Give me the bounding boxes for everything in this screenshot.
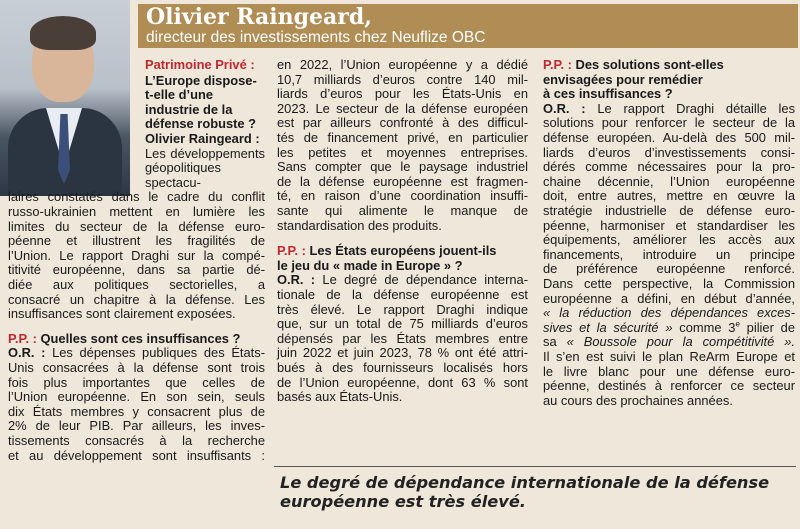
text-line: l’Union européenne. En son sein, seuls bbox=[8, 389, 265, 405]
portrait-photo bbox=[0, 0, 130, 196]
text-line: 10,7 milliards d’euros contre 140 mil- bbox=[277, 71, 528, 87]
text-line: 2023. Le secteur de la défense européen bbox=[277, 100, 528, 116]
question-line: industrie de la bbox=[145, 101, 233, 117]
text-line: O.R. : Les dépenses publiques des États- bbox=[8, 345, 265, 361]
text-line: standardisation des produits. bbox=[277, 217, 442, 233]
question-line: à ces insuffisances ? bbox=[543, 86, 673, 102]
text-line: le livre blanc pour une défense euro- bbox=[543, 363, 795, 379]
question-line: t-elle d’une bbox=[145, 87, 214, 103]
text-line: dérés comme nécessaires pour la pro- bbox=[543, 159, 795, 175]
text-line: limites du secteur de la défense euro- bbox=[8, 218, 265, 234]
pull-quote-line: Le degré de dépendance internationale de la défense bbox=[280, 473, 770, 492]
text-line: bués à des fournisseurs localisés hors bbox=[277, 360, 528, 375]
text-line: Les développements bbox=[145, 145, 265, 161]
text-line: de préférence européenne renforcé. bbox=[543, 261, 795, 277]
text-line: liards d’euros pour les États-Unis en bbox=[277, 86, 528, 102]
text-line: russo-ukrainien mettent en lumière les bbox=[8, 204, 265, 219]
text-line: tés de financement privé, en particulier bbox=[277, 130, 528, 145]
answer-speaker: Olivier Raingeard : bbox=[145, 131, 260, 146]
question-tag: Patrimoine Privé : bbox=[145, 57, 255, 72]
quote-rule bbox=[274, 466, 796, 467]
pull-quote-line: européenne est très élevé. bbox=[280, 492, 526, 511]
text-line: de l’Union européenne, dont 63 % sont bbox=[277, 374, 528, 390]
text-line: Dans cette perspective, la Commission bbox=[543, 276, 795, 291]
text-line: té, en raison d’une coordination insuffi- bbox=[277, 188, 528, 204]
text-line: O.R. : Le rapport Draghi détaille les bbox=[543, 100, 796, 116]
text-line: Sans compter que le paysage industriel bbox=[277, 159, 528, 175]
text-line: Il s’en est suivi le plan ReArm Europe et bbox=[543, 349, 795, 364]
question-line: P.P. : Quelles sont ces insuffisances ? bbox=[8, 330, 241, 346]
question-line: P.P. : Les États européens jouent-ils bbox=[277, 243, 497, 259]
text-line: équipements, améliorer les accès aux bbox=[543, 232, 795, 248]
text-line: est par ailleurs confronté à des difficul- bbox=[277, 115, 528, 131]
text-line: financements, introduire un principe bbox=[543, 246, 795, 262]
text-line: en 2022, l’Union européenne y a dédié bbox=[277, 57, 528, 72]
text-line: sives et la sécurité » comme 3e pilier de bbox=[543, 319, 795, 335]
text-line: dépensés par les États membres entre bbox=[277, 330, 528, 346]
text-line: spectacu- bbox=[145, 174, 201, 190]
text-line: l’Union. Le rapport Draghi sur la compé- bbox=[8, 247, 265, 263]
text-line: péenne, destinés à renforcer ce secteur bbox=[543, 378, 795, 394]
question-line: défense robuste ? bbox=[145, 116, 257, 132]
text-line: Unis consacrées à la défense sont trois bbox=[8, 360, 265, 375]
text-line: et au développement sont insuffisants : bbox=[8, 447, 265, 463]
text-line: liards d’euros d’investissements consi- bbox=[543, 144, 795, 160]
text-line: « la réduction des dépendances exces- bbox=[543, 305, 795, 321]
question-line: L’Europe dispose- bbox=[145, 72, 257, 88]
question-line: le jeu du « made in Europe » ? bbox=[277, 257, 463, 273]
text-line: basés aux États-Unis. bbox=[277, 389, 403, 405]
text-line: très élevé. Le rapport Draghi indique bbox=[277, 301, 528, 317]
text-line: au cours des prochaines années. bbox=[543, 392, 733, 408]
text-line: fois plus importantes que celles de bbox=[8, 374, 265, 390]
question-line: P.P. : Des solutions sont-elles bbox=[543, 57, 724, 72]
text-line: européenne a défini, en début d’année, bbox=[543, 290, 795, 306]
text-line: diée aux politiques sectorielles, a bbox=[8, 277, 265, 292]
text-line: péenne, harmoniser et standardiser les bbox=[543, 217, 795, 233]
text-line: sa « Boussole pour la compétitivité ». bbox=[543, 334, 795, 350]
text-line: de la défense européenne est fragmen- bbox=[277, 173, 528, 189]
text-line: stratégie industrielle de défense euro- bbox=[543, 203, 795, 218]
interviewee-role: directeur des investissements chez Neuflize OBC bbox=[146, 29, 486, 46]
text-line: péenne et illustrent les fragilités de bbox=[8, 233, 265, 249]
text-line: consacré un chapitre à la défense. Les bbox=[8, 291, 265, 307]
text-line: O.R. : Le degré de dépendance interna- bbox=[277, 272, 528, 288]
pull-quote bbox=[280, 473, 796, 511]
text-line: laires constatés dans le cadre du conflit bbox=[8, 189, 265, 205]
text-line: insuffisances sont clairement exposées. bbox=[8, 306, 236, 322]
text-line: tionale de la défense européenne est bbox=[277, 287, 528, 302]
text-line: défense européen. Au-delà des 500 mil- bbox=[543, 130, 795, 145]
text-line: que, sur un total de 75 milliards d’euros bbox=[277, 316, 528, 332]
text-line: dix États membres y consacrent plus de bbox=[8, 403, 265, 419]
text-line: tissements consacrés à la recherche bbox=[8, 433, 265, 448]
text-line: juin 2022 et juin 2023, 78 % ont été attri- bbox=[277, 345, 528, 361]
text-line: titivité européenne, dans sa partie dé- bbox=[8, 262, 265, 278]
text-line: sante qui alimente le manque de bbox=[277, 203, 528, 218]
interviewee-name: Olivier Raingeard, bbox=[146, 4, 372, 30]
text-line: solutions pour renforcer le secteur de la bbox=[543, 115, 795, 131]
text-line: les petites et moyennes entreprises. bbox=[277, 144, 528, 160]
question-line: envisagées pour remédier bbox=[543, 71, 703, 87]
text-line: doit, entre autres, mettre en œuvre la bbox=[543, 188, 795, 204]
text-line: chaine décennie, l’Union européenne bbox=[543, 173, 795, 189]
text-line: géopolitiques bbox=[145, 160, 221, 176]
text-line: 2% de leur PIB. Par ailleurs, les inves- bbox=[8, 418, 265, 434]
